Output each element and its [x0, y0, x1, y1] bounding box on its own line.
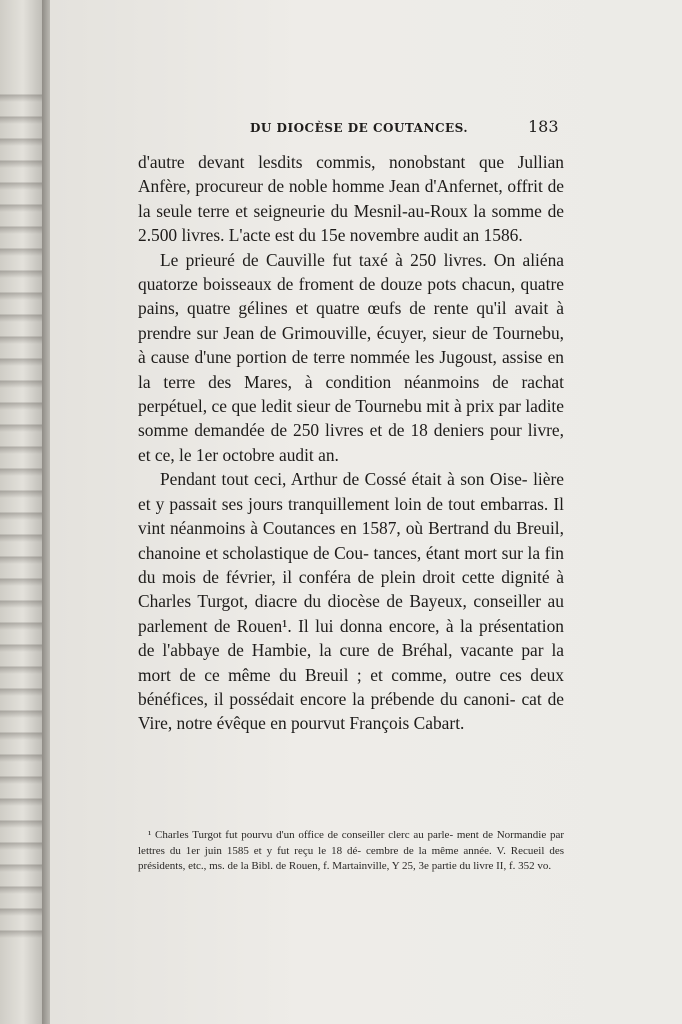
facing-page-text-fragment [0, 80, 44, 940]
footnote-line: Bibl. de Rouen, f. Martainville, Y 25, 3e partie du livre II, f. 352 vo. [251, 860, 552, 872]
running-title: DU DIOCÈSE DE COUTANCES. [250, 121, 469, 135]
text-line: Le prieuré de Cauville fut taxé à 250 livres. On [160, 249, 516, 270]
text-line: demandée de 250 livres et de 18 deniers pour livre, [194, 420, 564, 441]
text-line: offrit de la seule terre et seigneurie du Mesnil-au-Roux [138, 176, 564, 221]
footnote-line: cembre de la même année. V. Recueil des présidents, etc., ms. de la [138, 844, 564, 872]
text-line: ledit sieur de Tournebu mit à prix par ladite somme [138, 396, 564, 441]
text-line: bénéfices, il possédait encore la prébende du canoni- [138, 688, 516, 709]
text-line: à condition néanmoins de rachat perpétuel, ce que [138, 371, 564, 417]
text-line: tances, étant mort sur la fin du mois de février, il [138, 542, 564, 587]
text-line: aliéna quatorze boisseaux de froment de douze pots [138, 249, 564, 295]
text-line: l'abbaye de Hambie, la cure de Bréhal, vacante par la [162, 640, 564, 661]
text-line: lière et y passait ses jours tranquillement loin de tout [138, 469, 564, 514]
text-line: conféra de plein droit cette dignité à Charles Turgot, [138, 566, 564, 612]
footnote-line: ment de Normandie par lettres du 1er juin 1585 et y fut reçu le 18 dé- [138, 829, 565, 857]
text-line: de rente qu'il avait à prendre sur Jean de Grimouville, [138, 298, 564, 343]
text-line: la somme de 2.500 livres. L'acte est du 15e novembre [138, 200, 564, 246]
text-line: audit an 1586. [423, 225, 523, 246]
text-line: terre nommée les Jugoust, assise en la terre des Mares, [138, 347, 564, 392]
body-text [138, 150, 564, 736]
paragraph-1 [138, 150, 564, 248]
text-line: Anfère, procureur de noble homme Jean d'Anfernet, [138, 176, 503, 197]
text-line: écuyer, sieur de Tournebu, à cause d'une portion de [138, 322, 564, 368]
text-line: et ce, le 1er octobre audit an. [138, 444, 339, 465]
footnote [138, 828, 564, 875]
text-line: Bertrand du Breuil, chanoine et scholastique de Cou- [138, 518, 564, 563]
facing-page-edge [0, 0, 46, 1024]
text-line: Pendant tout ceci, Arthur de Cossé était à son Oise- [160, 469, 528, 490]
paragraph-3 [138, 467, 564, 735]
book-page [50, 0, 682, 1024]
text-line: mort de ce même du Breuil ; et comme, outre ces deux [138, 664, 564, 685]
text-line: d'autre devant lesdits commis, nonobstant que Jullian [138, 152, 564, 172]
page-number: 183 [528, 117, 559, 136]
text-line: chacun, quatre pains, quatre gélines et quatre œufs [138, 274, 564, 319]
paragraph-2 [138, 248, 564, 468]
text-line: diacre du diocèse de Bayeux, conseiller au parlement [138, 591, 564, 636]
footnote-text [138, 828, 564, 875]
footnote-line: ¹ Charles Turgot fut pourvu d'un office de conseiller clerc au parle- [148, 829, 454, 841]
text-line: de Rouen¹. Il lui donna encore, à la présentation de [138, 615, 564, 661]
text-line: embarras. Il vint néanmoins à Coutances en 1587, où [138, 493, 564, 539]
text-line: cat de Vire, notre évêque en pourvut François Cabart. [138, 688, 564, 734]
